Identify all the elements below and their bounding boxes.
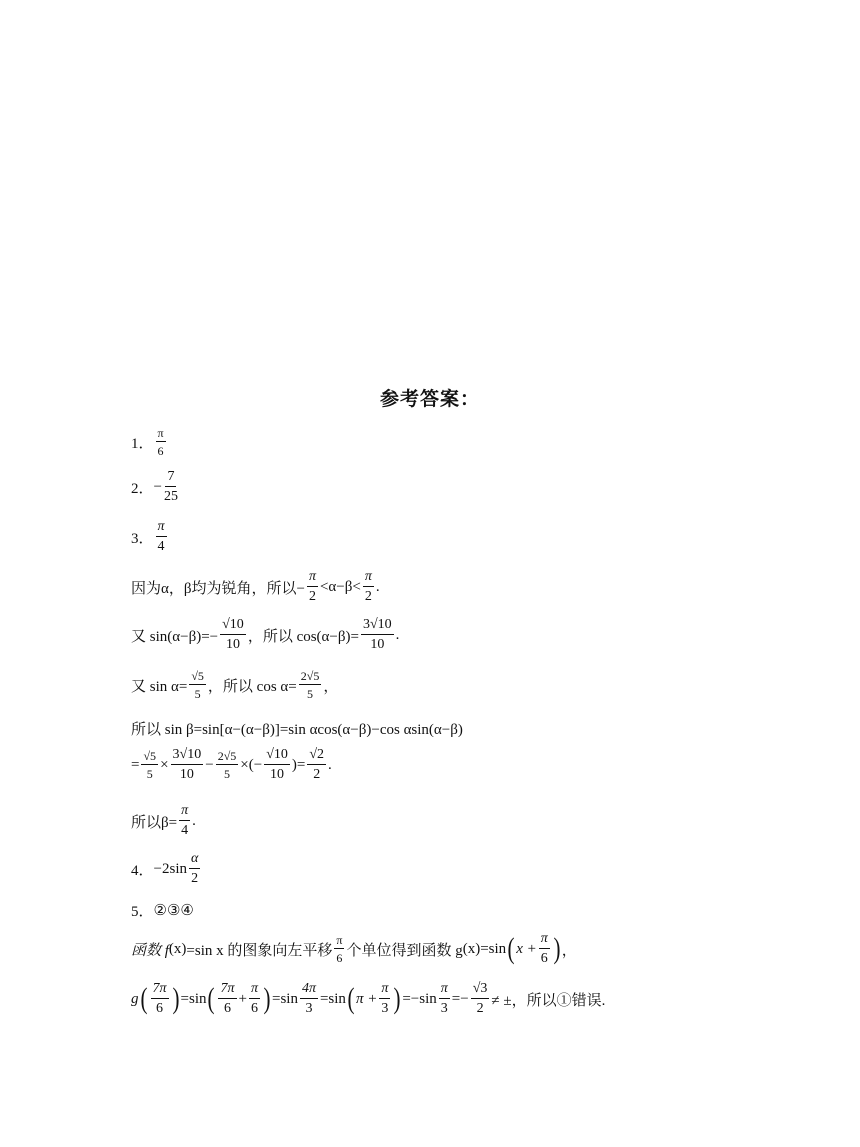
text: ≠ ±，所以①错误.: [491, 992, 606, 1009]
text: =−: [451, 990, 469, 1007]
text: −2sin: [153, 860, 187, 877]
text: <α−β<: [319, 578, 361, 595]
solution-line-8: [131, 982, 605, 1016]
paren-close: ): [172, 982, 180, 1015]
text: 因为α，β均为锐角，所以−: [131, 580, 305, 597]
fraction: $\frac{\alpha}{2}$: [190, 851, 199, 886]
text: =sin: [480, 940, 507, 957]
fraction: $\frac{\pi}{3}$: [440, 981, 448, 1016]
fraction: $\frac{√10}{10}$: [222, 617, 244, 652]
text: ，: [323, 678, 339, 695]
text: x +: [516, 940, 537, 957]
fraction: $\frac{3√10}{10}$: [172, 747, 202, 782]
text: 又 sin α=: [131, 678, 188, 695]
fraction: $\frac{\pi}{6}$: [250, 981, 258, 1016]
solution-line-1: [131, 570, 380, 604]
fraction: $\frac{4\pi}{3}$: [301, 981, 316, 1016]
fraction: $\frac{\pi}{4}$: [181, 803, 189, 838]
item-number: 2．: [131, 480, 154, 497]
text: ②③④: [153, 903, 194, 919]
text: (x): [168, 940, 187, 957]
answer-1: [131, 427, 168, 457]
paren-open: (: [347, 982, 355, 1015]
fraction: $\frac{3√10}{10}$: [362, 617, 392, 652]
fraction: $\frac{√10}{10}$: [266, 747, 288, 782]
fraction: $\frac{7\pi}{6}$: [152, 981, 167, 1016]
text: +: [238, 990, 247, 1007]
solution-line-3: [131, 670, 338, 700]
text: .: [192, 812, 196, 829]
fraction: $\frac{\pi}{3}$: [381, 981, 389, 1016]
answer-5: [131, 900, 194, 921]
paren-open: (: [507, 932, 515, 965]
fraction: $\frac{\pi}{2}$: [364, 569, 372, 604]
answer-3: [131, 520, 169, 554]
text: ，所以 cos α=: [207, 678, 297, 695]
text: g: [131, 990, 139, 1007]
item-number: 4．: [131, 862, 154, 879]
fraction: $\frac{\pi}{2}$: [308, 569, 316, 604]
item-number: 3．: [131, 530, 154, 547]
text: 所以 sin β=sin[α−(α−β)]=sin αcos(α−β)−cos αsin(α−β): [131, 722, 463, 738]
paren-close: ): [553, 932, 561, 965]
solution-line-4: [131, 718, 463, 739]
text: .: [395, 626, 400, 643]
solution-line-2: [131, 618, 399, 652]
fraction: $\frac{√2}{2}$: [309, 747, 325, 782]
text: 函数 f: [131, 942, 169, 959]
text: ，所以 cos(α−β)=: [247, 628, 359, 645]
fraction: $\frac{\pi}{6}$: [157, 426, 164, 458]
text: .: [375, 578, 380, 595]
answer-2: [131, 470, 180, 504]
text: =sin: [319, 990, 346, 1007]
text: )=: [291, 756, 306, 773]
text: 个单位得到函数 g: [346, 942, 463, 959]
fraction: $\frac{7}{25}$: [163, 469, 178, 504]
text: ，: [561, 942, 577, 959]
answer-4: [131, 852, 202, 886]
text: −: [205, 756, 214, 773]
fraction: $\frac{\pi}{4}$: [157, 519, 165, 554]
text: 所以β=: [131, 814, 178, 831]
paren-open: (: [140, 982, 147, 1015]
paren-close: ): [263, 982, 271, 1015]
text: ×(−: [240, 756, 263, 773]
item-number: 1．: [131, 435, 154, 452]
fraction: $\frac{\pi}{6}$: [540, 931, 548, 966]
paren-open: (: [207, 982, 215, 1015]
text: =sin: [180, 990, 207, 1007]
page-title: 参考答案：: [379, 389, 480, 410]
text: .: [328, 756, 332, 773]
minus-sign: −: [153, 478, 162, 495]
fraction: $\frac{√3}{2}$: [472, 981, 488, 1016]
paren-close: ): [393, 982, 401, 1015]
solution-line-6: [131, 804, 196, 838]
text: =sin: [271, 990, 298, 1007]
fraction: $\frac{√5}{5}$: [191, 669, 204, 701]
text: =−sin: [402, 990, 437, 1007]
text: π +: [355, 990, 378, 1007]
fraction: $\frac{2√5}{5}$: [300, 669, 320, 701]
solution-line-5: [131, 748, 332, 782]
fraction: $\frac{2√5}{5}$: [217, 749, 237, 781]
text: (x): [462, 940, 481, 957]
text: =sin x 的图象向左平移: [186, 942, 333, 959]
text: ×: [160, 756, 169, 773]
item-number: 5．: [131, 904, 154, 920]
text: =: [131, 756, 140, 773]
solution-line-7: [131, 932, 577, 966]
text: 又 sin(α−β)=−: [131, 628, 219, 645]
fraction: $\frac{7\pi}{6}$: [220, 981, 235, 1016]
fraction: $\frac{√5}{5}$: [143, 749, 157, 781]
fraction: $\frac{\pi}{6}$: [336, 933, 343, 965]
